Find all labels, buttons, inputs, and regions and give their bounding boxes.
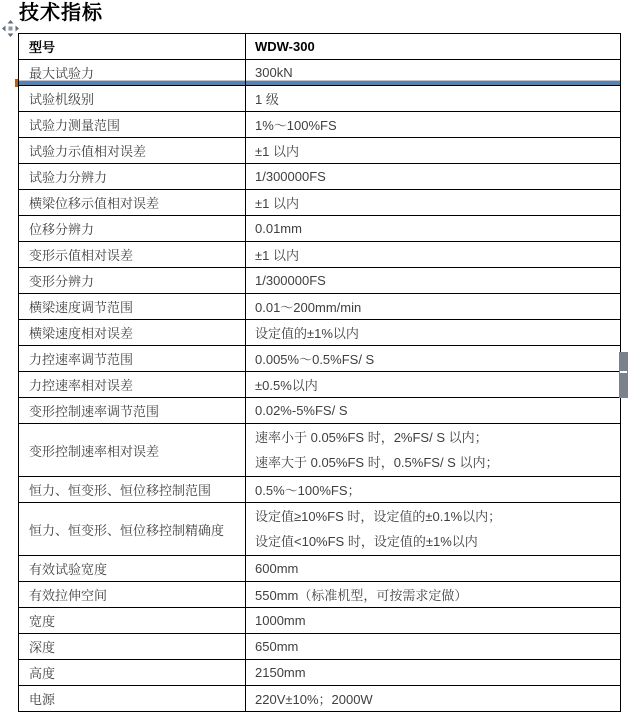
- table-row: [19, 164, 621, 190]
- spec-value: 550mm（标准机型，可按需求定做）: [246, 582, 621, 608]
- spec-value-line1: 速率小于 0.05%FS 时，2%FS/ S 以内；: [255, 430, 488, 445]
- spec-value: ±1 以内: [246, 190, 621, 216]
- spec-value: ±1 以内: [246, 242, 621, 268]
- spec-label: 最大试验力: [19, 60, 246, 86]
- spec-label: 高度: [19, 660, 246, 686]
- spec-value: 600mm: [246, 556, 621, 582]
- spec-label: 试验机级别: [19, 86, 246, 112]
- table-row: [19, 372, 621, 398]
- spec-value: ±0.5%以内: [246, 372, 621, 398]
- table-row: [19, 660, 621, 686]
- table-row: [19, 294, 621, 320]
- spec-label: 变形示值相对误差: [19, 242, 246, 268]
- table-row: [19, 138, 621, 164]
- spec-value: 2150mm: [246, 660, 621, 686]
- spec-value: 0.01～200mm/min: [246, 294, 621, 320]
- table-row: [19, 608, 621, 634]
- spec-label: 电源: [19, 686, 246, 712]
- spec-value: 0.02%-5%FS/ S: [246, 398, 621, 424]
- table-row: [19, 34, 621, 60]
- spec-label: 变形控制速率相对误差: [19, 424, 246, 477]
- spec-label: 力控速率相对误差: [19, 372, 246, 398]
- spec-value: 1 级: [246, 86, 621, 112]
- spec-value: 1%～100%FS: [246, 112, 621, 138]
- spec-value: 1000mm: [246, 608, 621, 634]
- spec-label: 有效拉伸空间: [19, 582, 246, 608]
- table-row: [19, 634, 621, 660]
- table-row: [19, 477, 621, 503]
- spec-value-line2: 设定值<10%FS 时，设定值的±1%以内: [255, 534, 478, 549]
- page-title: 技术指标: [19, 2, 103, 24]
- spec-value: 300kN: [246, 60, 621, 86]
- spec-value: WDW-300: [246, 34, 621, 60]
- table-row: [19, 216, 621, 242]
- spec-value: 0.005%～0.5%FS/ S: [246, 346, 621, 372]
- spec-label: 恒力、恒变形、恒位移控制精确度: [19, 503, 246, 556]
- spec-label: 横梁速度调节范围: [19, 294, 246, 320]
- spec-value: 0.5%～100%FS；: [246, 477, 621, 503]
- spec-label: 力控速率调节范围: [19, 346, 246, 372]
- table-row: [19, 190, 621, 216]
- spec-label: 试验力分辨力: [19, 164, 246, 190]
- spec-value: [246, 424, 621, 477]
- table-row: [19, 60, 621, 86]
- table-row: [19, 398, 621, 424]
- spec-value-line2: 速率大于 0.05%FS 时，0.5%FS/ S 以内；: [255, 455, 499, 470]
- vertical-scrollbar-thumb[interactable]: [619, 352, 628, 398]
- table-row: [19, 320, 621, 346]
- table-row: [19, 686, 621, 712]
- spec-label: 试验力测量范围: [19, 112, 246, 138]
- table-row: [19, 242, 621, 268]
- spec-label: 深度: [19, 634, 246, 660]
- table-row: [19, 86, 621, 112]
- table-row: [19, 112, 621, 138]
- spec-value: 650mm: [246, 634, 621, 660]
- spec-value: 0.01mm: [246, 216, 621, 242]
- table-row: [19, 556, 621, 582]
- spec-label: 横梁速度相对误差: [19, 320, 246, 346]
- spec-value-line1: 设定值≥10%FS 时，设定值的±0.1%以内；: [255, 509, 502, 524]
- spec-label: 有效试验宽度: [19, 556, 246, 582]
- table-row: [19, 582, 621, 608]
- spec-value: 220V±10%；2000W: [246, 686, 621, 712]
- table-row: [19, 268, 621, 294]
- spec-value: 1/300000FS: [246, 268, 621, 294]
- spec-value: [246, 503, 621, 556]
- spec-label: 宽度: [19, 608, 246, 634]
- spec-table: [18, 33, 621, 712]
- spec-label: 试验力示值相对误差: [19, 138, 246, 164]
- spec-label: 变形控制速率调节范围: [19, 398, 246, 424]
- spec-label: 横梁位移示值相对误差: [19, 190, 246, 216]
- move-handle-icon[interactable]: [2, 20, 19, 37]
- spec-value: 1/300000FS: [246, 164, 621, 190]
- table-row: [19, 503, 621, 556]
- spec-label: 位移分辨力: [19, 216, 246, 242]
- spec-label: 型号: [19, 34, 246, 60]
- table-row: [19, 424, 621, 477]
- spec-value: ±1 以内: [246, 138, 621, 164]
- move-arrows-glyph: [2, 20, 19, 37]
- spec-label: 变形分辨力: [19, 268, 246, 294]
- spec-value: 设定值的±1%以内: [246, 320, 621, 346]
- spec-label: 恒力、恒变形、恒位移控制范围: [19, 477, 246, 503]
- table-row: [19, 346, 621, 372]
